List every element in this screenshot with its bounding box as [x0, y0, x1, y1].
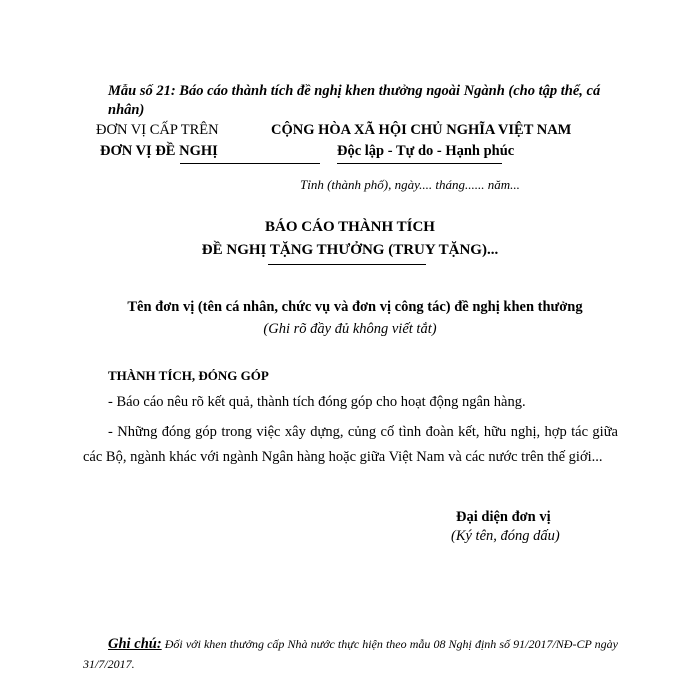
proposing-unit-label: ĐƠN VỊ ĐỀ NGHỊ — [100, 143, 218, 159]
achievement-paragraph-2: - Những đóng góp trong việc xây dựng, củng cố tình đoàn kết, hữu nghị, hợp tác giữa các Bộ, ngành khác với ngành Ngân hàng hoặc giữa Việt Nam và các nước trên thế giới... — [83, 424, 618, 465]
motto-rule — [337, 163, 502, 164]
unit-name-line: Tên đơn vị (tên cá nhân, chức vụ và đơn vị công tác) đề nghị khen thưởng — [127, 299, 583, 315]
nation-title: CỘNG HÒA XÃ HỘI CHỦ NGHĨA VIỆT NAM — [271, 122, 572, 138]
footnote-label: Ghi chú: — [108, 636, 162, 652]
section-heading: THÀNH TÍCH, ĐÓNG GÓP — [108, 368, 269, 383]
report-title: BÁO CÁO THÀNH TÍCH — [265, 219, 435, 235]
parent-unit-label: ĐƠN VỊ CẤP TRÊN — [96, 122, 219, 138]
title-rule — [268, 264, 426, 265]
achievement-paragraph-1: - Báo cáo nêu rõ kết quả, thành tích đóng góp cho hoạt động ngân hàng. — [108, 394, 526, 410]
national-motto: Độc lập - Tự do - Hạnh phúc — [337, 143, 515, 159]
representative-title: Đại diện đơn vị — [456, 509, 551, 525]
representative-signature-note: (Ký tên, đóng dấu) — [451, 528, 560, 544]
report-subtitle: ĐỀ NGHỊ TẶNG THƯỞNG (TRUY TẶNG)... — [201, 242, 499, 258]
form-title: Mẫu số 21: Báo cáo thành tích đề nghị khen thưởng ngoài Ngành (cho tập thể, cá nhân) — [108, 83, 601, 118]
footnote — [83, 634, 618, 674]
header-left-rule — [180, 163, 320, 164]
place-date-line: Tỉnh (thành phố), ngày.... tháng...... năm... — [300, 177, 520, 192]
unit-name-note: (Ghi rõ đầy đủ không viết tắt) — [263, 321, 437, 337]
footnote-text: Đối với khen thưởng cấp Nhà nước thực hiện theo mẫu 08 Nghị định số 91/2017/NĐ-CP ngày 31/7/2017. — [83, 637, 618, 671]
